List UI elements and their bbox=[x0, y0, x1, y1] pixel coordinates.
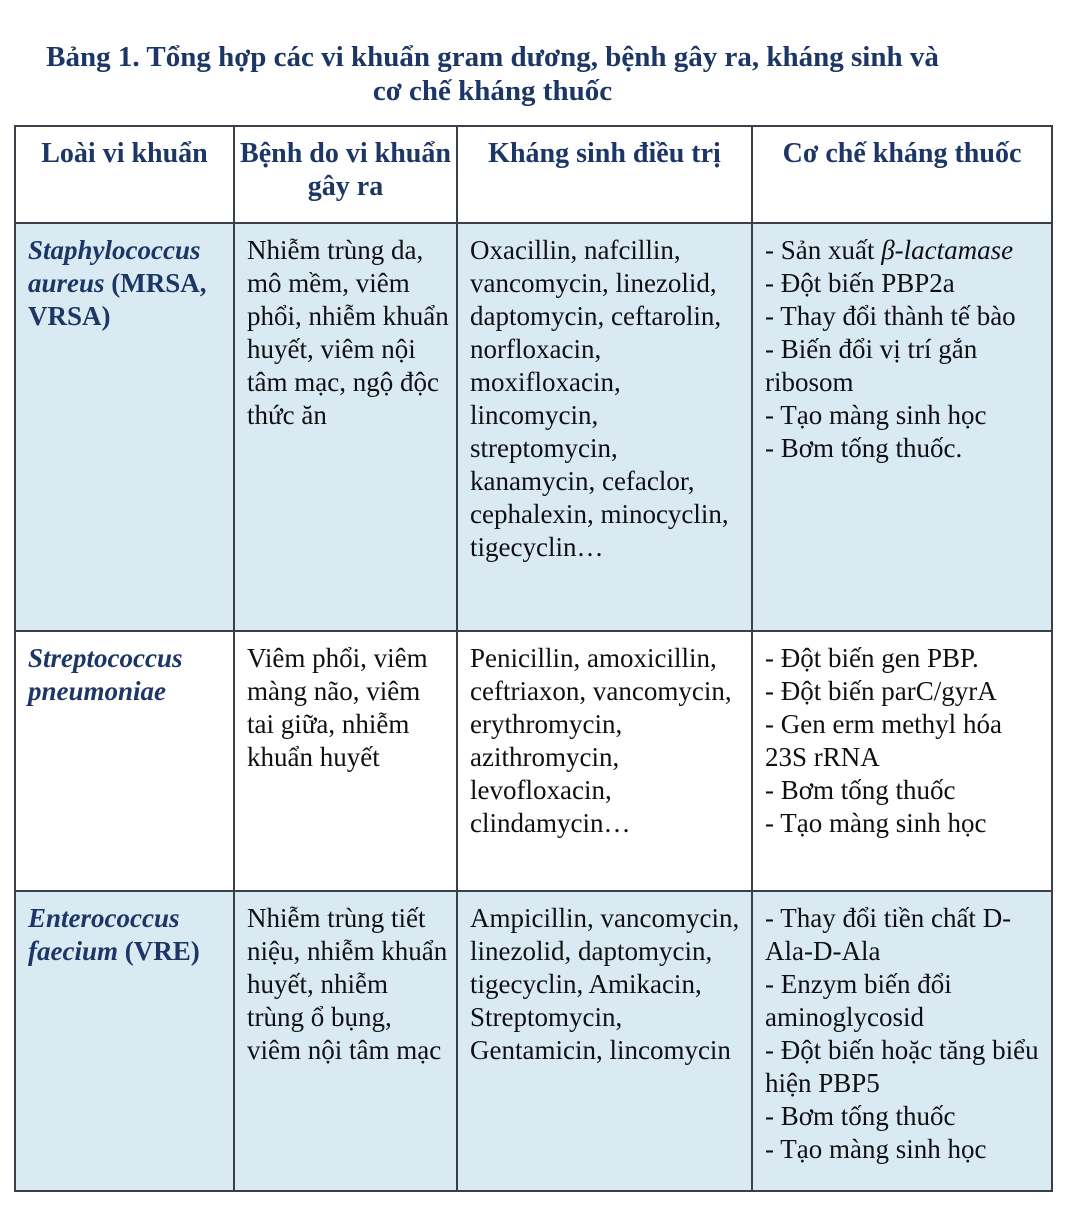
cell-mechanisms-2 bbox=[752, 631, 1052, 891]
col-header-antibiotics: Kháng sinh điều trị bbox=[457, 126, 752, 223]
table-row-staphylococcus bbox=[15, 223, 1052, 631]
mechanism-item: - Đột biến hoặc tăng biểu hiện PBP5 bbox=[765, 1035, 1039, 1098]
table-row-streptococcus bbox=[15, 631, 1052, 891]
species-strain-label: (MRSA, VRSA) bbox=[28, 268, 207, 331]
cell-mechanisms-3 bbox=[752, 891, 1052, 1191]
cell-species-1 bbox=[15, 223, 234, 631]
col-header-species: Loài vi khuẩn bbox=[15, 126, 234, 223]
mechanism-item: - Biến đổi vị trí gắn ribosom bbox=[765, 334, 978, 397]
species-name-italic: Streptococcus pneumoniae bbox=[28, 643, 183, 706]
caption-line-2: cơ chế kháng thuốc bbox=[372, 75, 613, 107]
mechanism-item: - Tạo màng sinh học bbox=[765, 400, 987, 430]
cell-species-2 bbox=[15, 631, 234, 891]
mechanism-item bbox=[765, 234, 1045, 267]
bacteria-table bbox=[14, 125, 1053, 1192]
table-caption bbox=[0, 40, 985, 108]
mechanism-item: - Bơm tống thuốc. bbox=[765, 433, 963, 463]
species-name-italic: Enterococcus faecium bbox=[28, 903, 180, 966]
species-strain-label: (VRE) bbox=[124, 936, 200, 966]
mechanism-item: - Thay đổi thành tế bào bbox=[765, 301, 1016, 331]
header-row bbox=[15, 126, 1052, 223]
caption-line-1: Bảng 1. Tổng hợp các vi khuẩn gram dương, bệnh gây ra, kháng sinh và bbox=[46, 41, 939, 73]
table-row-enterococcus bbox=[15, 891, 1052, 1191]
mechanism-item: - Đột biến parC/gyrA bbox=[765, 676, 997, 706]
mechanism-item: - Tạo màng sinh học bbox=[765, 1134, 987, 1164]
cell-diseases-2: Viêm phổi, viêm màng não, viêm tai giữa, nhiễm khuẩn huyết bbox=[234, 631, 457, 891]
col-header-mechanisms: Cơ chế kháng thuốc bbox=[752, 126, 1052, 223]
mechanism-item: - Tạo màng sinh học bbox=[765, 808, 987, 838]
mechanism-item: - Gen erm methyl hóa 23S rRNA bbox=[765, 709, 1002, 772]
col-header-diseases: Bệnh do vi khuẩn gây ra bbox=[234, 126, 457, 223]
cell-diseases-1: Nhiễm trùng da, mô mềm, viêm phổi, nhiễm khuẩn huyết, viêm nội tâm mạc, ngộ độc thức ăn bbox=[234, 223, 457, 631]
mechanism-item: - Bơm tống thuốc bbox=[765, 775, 956, 805]
cell-antibiotics-2: Penicillin, amoxicillin, ceftriaxon, vancomycin, erythromycin, azithromycin, levofloxacin, clindamycin… bbox=[457, 631, 752, 891]
mechanism-item: - Đột biến gen PBP. bbox=[765, 643, 979, 673]
cell-antibiotics-1: Oxacillin, nafcillin, vancomycin, linezolid, daptomycin, ceftarolin, norfloxacin, moxifloxacin, lincomycin, streptomycin, kanamycin, cefaclor, cephalexin, minocyclin, tigecyclin… bbox=[457, 223, 752, 631]
species-name-italic: Staphylococcus aureus bbox=[28, 235, 201, 298]
mechanism-item: - Bơm tống thuốc bbox=[765, 1101, 956, 1131]
cell-diseases-3: Nhiễm trùng tiết niệu, nhiễm khuẩn huyết, nhiễm trùng ổ bụng, viêm nội tâm mạc bbox=[234, 891, 457, 1191]
mechanism-item: - Thay đổi tiền chất D-Ala-D-Ala bbox=[765, 903, 1012, 966]
mechanism-text: - Sản xuất bbox=[765, 235, 882, 265]
cell-antibiotics-3: Ampicillin, vancomycin, linezolid, daptomycin, tigecyclin, Amikacin, Streptomycin, Gentamicin, lincomycin bbox=[457, 891, 752, 1191]
cell-mechanisms-1 bbox=[752, 223, 1052, 631]
mechanism-item: - Enzym biến đổi aminoglycosid bbox=[765, 969, 952, 1032]
mechanism-item: - Đột biến PBP2a bbox=[765, 268, 955, 298]
cell-species-3 bbox=[15, 891, 234, 1191]
mechanism-text-italic: β-lactamase bbox=[881, 235, 1014, 265]
